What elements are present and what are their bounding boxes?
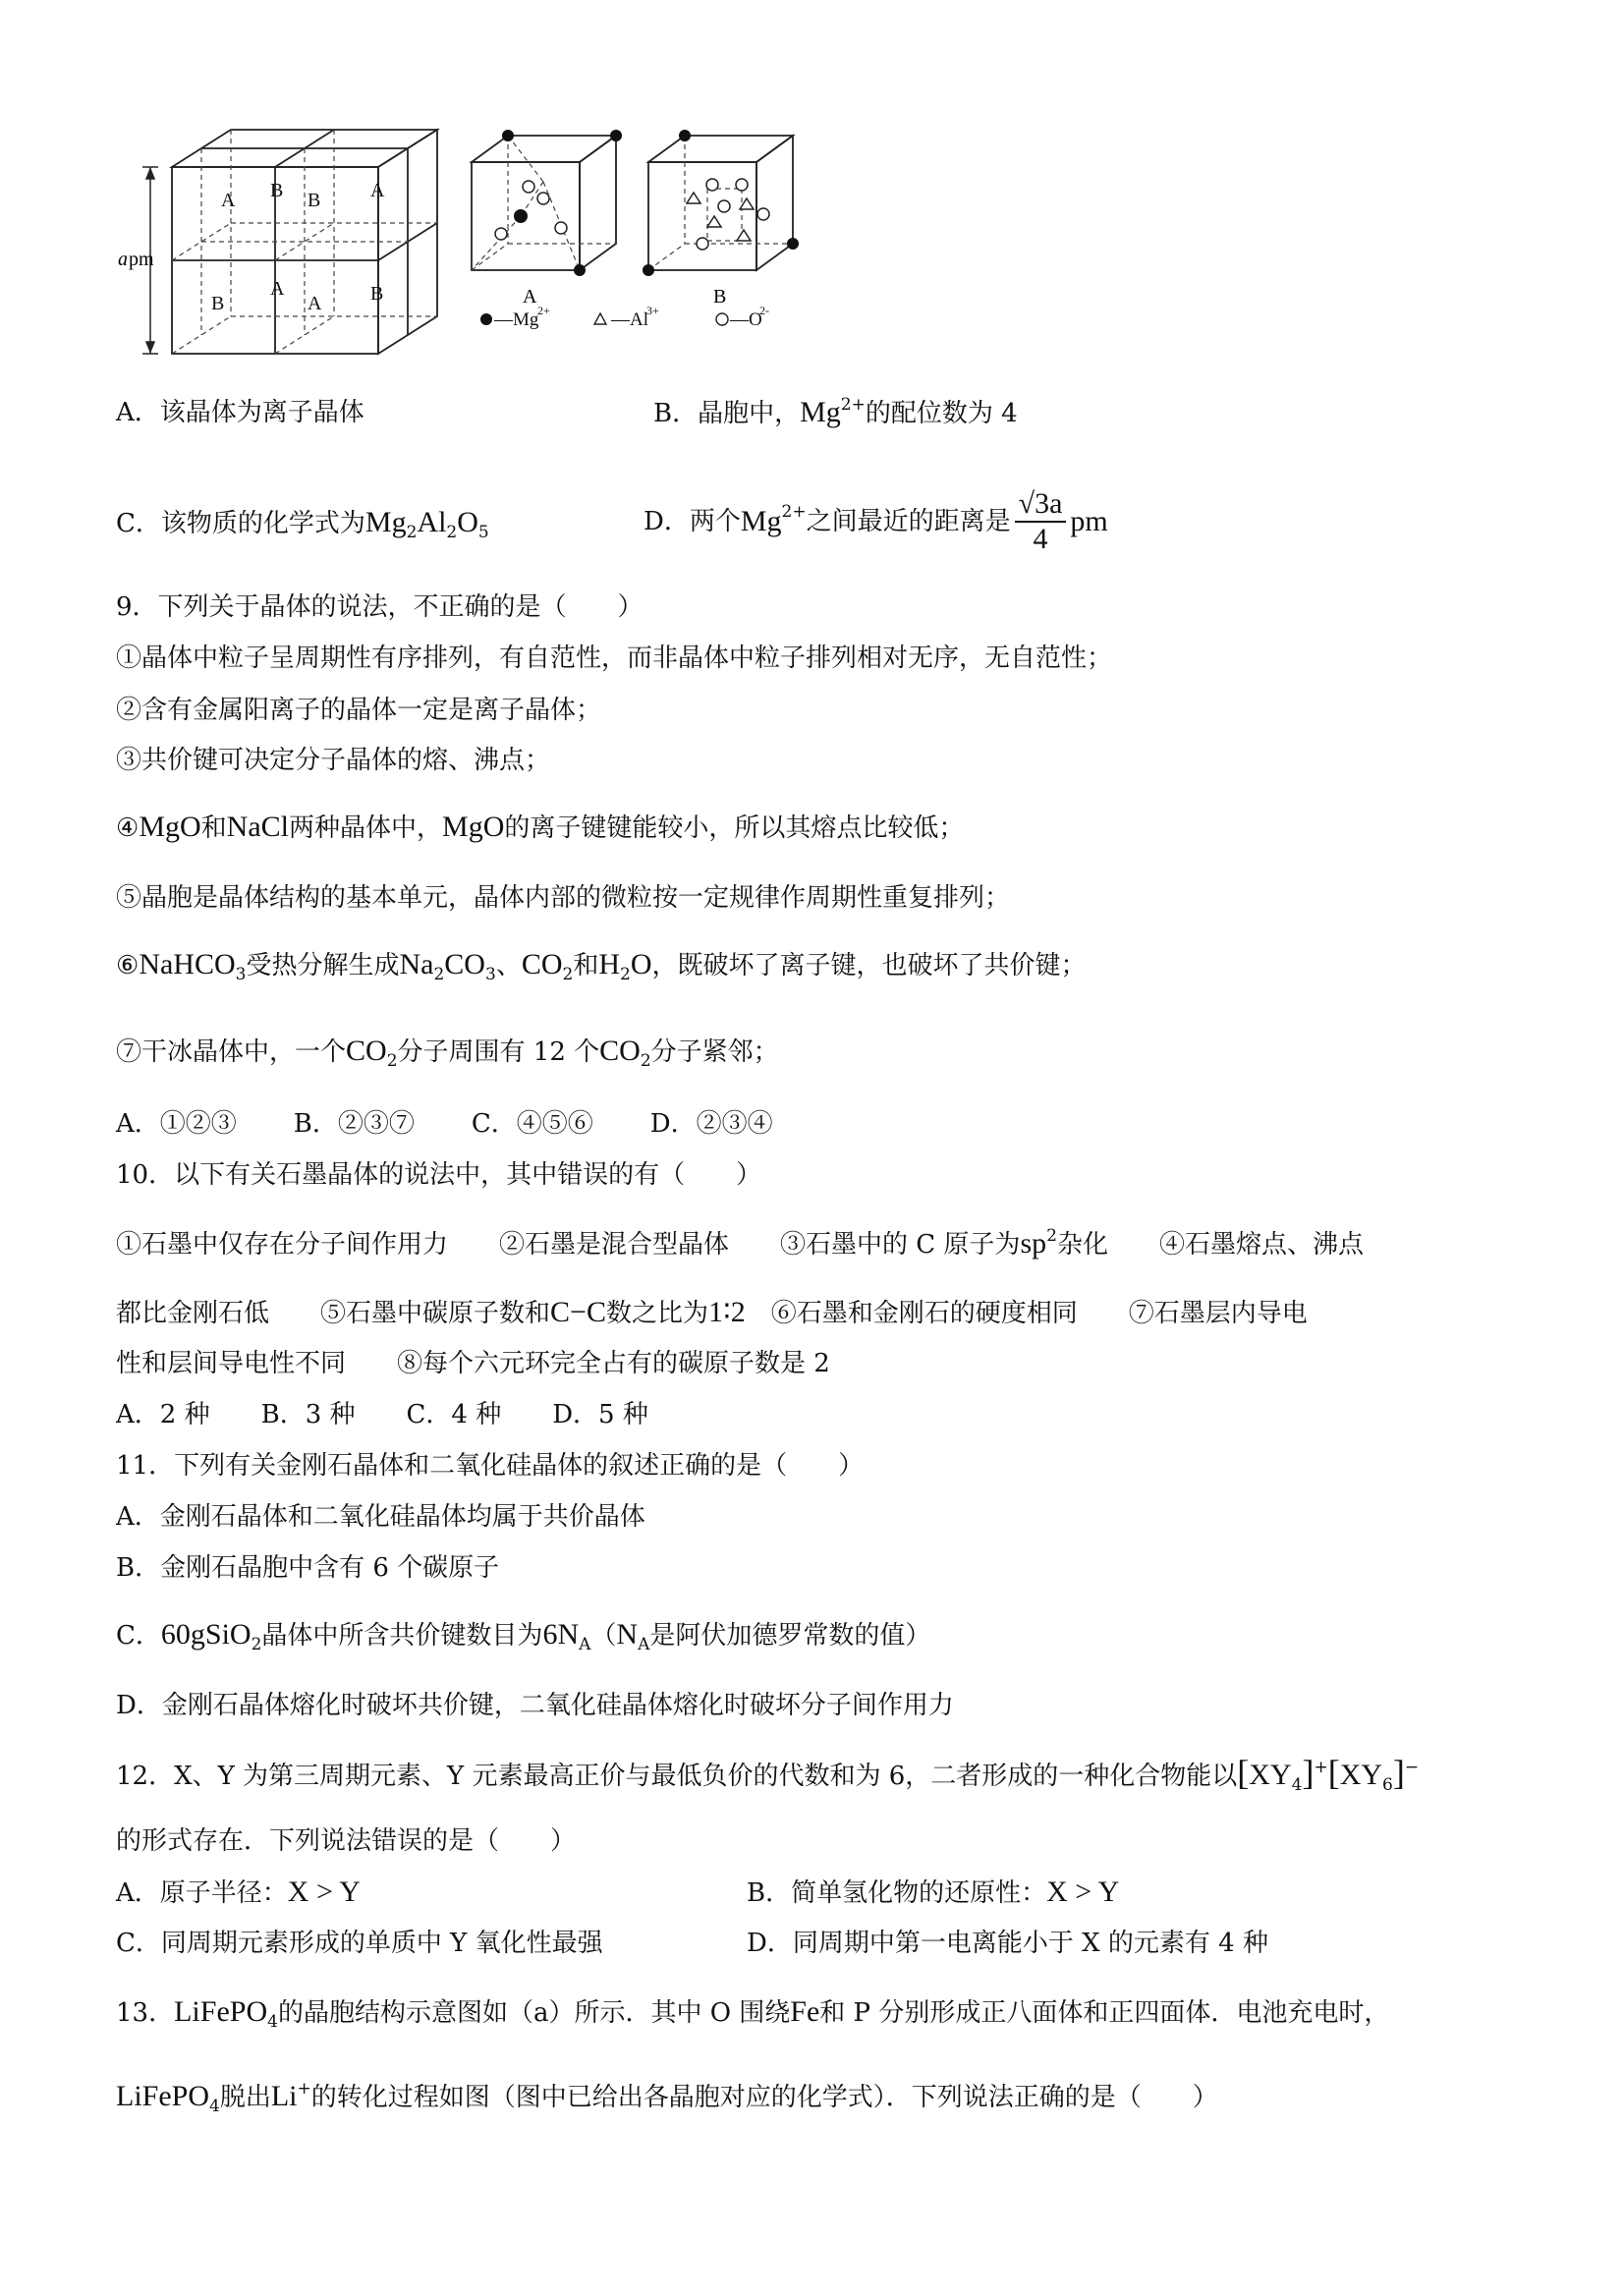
q10-options: A．2 种 B．3 种 C．4 种 D．5 种 [116,1400,648,1429]
figure-legend [480,304,769,330]
q11-option-c: C．60gSiO$_2$晶体中所含共价键数目为$6N_A(N_A$是阿伏加德罗常数的值） [116,1618,931,1654]
q9-statement-4: ④MgO和NaCl两种晶体中，MgO的离子键键能较小，所以其熔点比较低； [116,811,965,843]
legend-o: —O [730,309,762,330]
q9-statement-1: ①晶体中粒子呈周期性有序排列，有自范性，而非晶体中粒子排列相对无序，无自范性； [116,644,1113,673]
grid-label: A [370,180,385,201]
dim-a-label: a [118,249,128,270]
legend-mg-sup: 2+ [537,304,550,317]
q11-option-b: B．金刚石晶胞中含有 6 个碳原子 [116,1553,500,1583]
q9-statement-6: ⑥NaHCO$_3$受热分解生成$Na_2CO_3$、$CO_2$和$H_2O$，既破坏了离子键，也破坏了共价键； [116,948,1087,984]
grid-label: B [308,190,321,211]
legend-al-sup: 3+ [646,304,659,317]
q12-line-1: 12．X、Y 为第三周期元素、Y 元素最高正价与最低负价的代数和为 6，二者形成的一种化合物能以$[XY_4]^+[XY_6]^-$ [116,1753,1420,1795]
q9-option-d: D．②③④ [649,1109,773,1139]
q9-stem: 9．下列关于晶体的说法，不正确的是（ ） [116,592,644,622]
q9-statement-3: ③共价键可决定分子晶体的熔、沸点； [116,746,551,775]
q10-line-3: 性和层间导电性不同 ⑧每个六元环完全占有的碳原子数是 2 [116,1349,830,1378]
q12-line-2: 的形式存在．下列说法错误的是（ ） [116,1826,577,1856]
grid-label: B [211,293,225,314]
grid-label: A [270,278,285,300]
distance-fraction: $\frac{√3a}{4}$ [1015,487,1067,556]
grid-label: A [308,293,322,314]
q10-line-1: ①石墨中仅存在分子间作用力 ②石墨是混合型晶体 ③石墨中的 C 原子为$sp^2$杂化 ④石墨熔点、沸点 [116,1226,1364,1260]
q9-options [116,1106,830,1142]
q9-statement-5: ⑤晶胞是晶体结构的基本单元，晶体内部的微粒按一定规律作周期性重复排列； [116,883,1011,913]
q11-option-d: D．金刚石晶体熔化时破坏共价键，二氧化硅晶体熔化时破坏分子间作用力 [116,1691,954,1720]
q9-option-b: B．②③⑦ [293,1109,415,1139]
q13-line-1: 13．LiFePO$_4$的晶胞结构示意图如（a）所示．其中 O 围绕Fe和 P 分别形成正八面体和正四面体．电池充电时， [116,1995,1390,2032]
q11-stem: 11．下列有关金刚石晶体和二氧化硅晶体的叙述正确的是（ ） [116,1451,865,1481]
q9-option-c: C．④⑤⑥ [471,1109,593,1139]
q10-stem: 10．以下有关石墨晶体的说法中，其中错误的有（ ） [116,1160,762,1190]
q9-option-a: A．①②③ [116,1109,237,1139]
q9-statement-7: ⑦干冰晶体中，一个$CO_2$分子周围有 12 个$CO_2$分子紧邻； [116,1035,779,1071]
cell-a-diagram [472,130,622,308]
grid-label: A [221,190,236,211]
legend-al: —Al [611,309,648,330]
q12-option-c: C．同周期元素形成的单质中 Y 氧化性最强 [116,1929,603,1958]
q13-line-2: LiFePO$_4$脱出Li+的转化过程如图（图中已给出各晶胞对应的化学式）．下列说法正确的是（ ） [116,2079,1218,2116]
q8-option-a: A．该晶体为离子晶体 [116,398,364,427]
q11-option-a: A．金刚石晶体和二氧化硅晶体均属于共价晶体 [116,1502,645,1532]
q12-option-d: D．同周期中第一电离能小于 X 的元素有 4 种 [747,1929,1268,1958]
q8-option-d: D．两个$Mg^{2+}$之间最近的距离是 $\frac{√3a}{4}$ pm [644,487,1108,555]
legend-o-sup: 2- [759,304,769,317]
q12-option-b: B．简单氢化物的还原性：X > Y [747,1876,1120,1908]
q10-line-2: 都比金刚石低 ⑤石墨中碳原子数和C−C数之比为1∶2 ⑥石墨和金刚石的硬度相同 ⑦石墨层内导电 [116,1296,1308,1328]
cell-b-diagram [643,130,799,308]
cell-b-label: B [713,286,727,308]
cell-a-label: A [523,286,537,308]
crystal-figure [113,118,860,373]
q8-option-c: C．该物质的化学式为$Mg_2Al_2O_5$ [116,506,489,542]
q9-statement-2: ②含有金属阳离子的晶体一定是离子晶体； [116,696,602,725]
grid-label: B [270,180,284,201]
grid-label: B [370,283,384,305]
q8-option-b: B．晶胞中，$Mg^{2+}$的配位数为 4 [653,395,1018,428]
dim-pm-label: pm [129,249,154,270]
legend-mg: —Mg [494,309,539,330]
q12-option-a: A．原子半径：X > Y [116,1876,361,1908]
